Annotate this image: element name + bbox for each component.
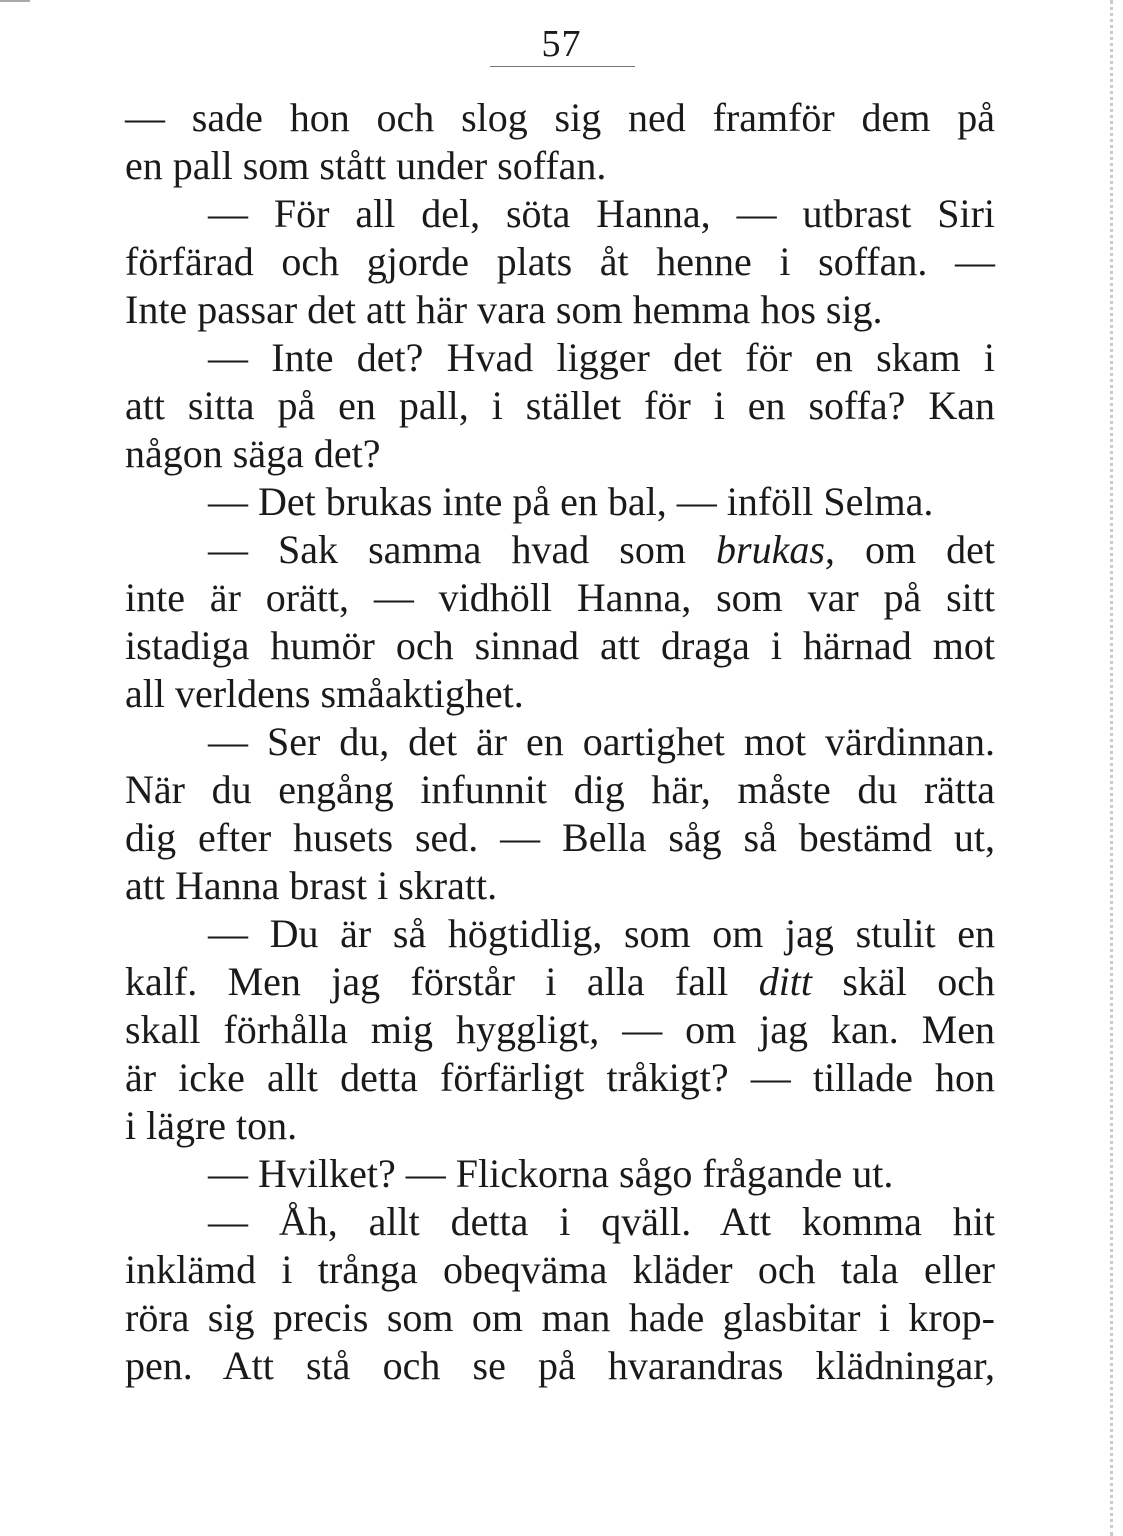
text-line xyxy=(125,430,995,478)
text-run: inte är orätt, — vidhöll Hanna, som var på sitt xyxy=(125,575,995,620)
text-run: kalf. Men jag förstår i alla fall xyxy=(125,959,759,1004)
text-run: om det xyxy=(834,527,995,572)
text-run: — Hvilket? — Flickorna sågo frågande ut. xyxy=(208,1151,894,1196)
emphasized-text: ditt xyxy=(758,959,813,1004)
text-run: skall förhålla mig hyggligt, — om jag kan. Men xyxy=(125,1007,995,1052)
text-run: — sade hon och slog sig ned framför dem på xyxy=(125,95,995,140)
text-run: skäl och xyxy=(812,959,996,1004)
page-number-rule xyxy=(490,66,635,67)
text-run: att Hanna brast i skratt. xyxy=(125,863,498,908)
text-line xyxy=(125,1054,995,1102)
text-run: röra sig precis som om man hade glasbitar i krop- xyxy=(125,1295,995,1340)
text-run: — Du är så högtidlig, som om jag stulit en xyxy=(208,911,995,956)
text-line xyxy=(125,958,995,1006)
text-run: — Inte det? Hvad ligger det för en skam i xyxy=(208,335,995,380)
text-run: i lägre ton. xyxy=(125,1103,298,1148)
text-run: någon säga det? xyxy=(125,431,381,476)
text-run: istadiga humör och sinnad att draga i härnad mot xyxy=(125,623,995,668)
text-run: — Det brukas inte på en bal, — inföll Selma. xyxy=(208,479,934,524)
text-line xyxy=(125,766,995,814)
text-line xyxy=(125,1198,995,1246)
page-number: 57 xyxy=(541,23,582,65)
text-line xyxy=(125,286,995,334)
text-line xyxy=(125,94,995,142)
text-line xyxy=(125,334,995,382)
text-run: — Sak samma hvad som xyxy=(208,527,717,572)
text-run: är icke allt detta förfärligt tråkigt? — tillade hon xyxy=(125,1055,995,1100)
text-run: När du engång infunnit dig här, måste du rätta xyxy=(125,767,995,812)
scan-corner-mark xyxy=(0,0,30,2)
text-run: en pall som stått under soffan. xyxy=(125,143,607,188)
emphasized-text: brukas, xyxy=(716,527,835,572)
text-run: Inte passar det att här vara som hemma hos sig. xyxy=(125,287,883,332)
text-line xyxy=(125,1342,995,1390)
text-line xyxy=(125,382,995,430)
text-run: dig efter husets sed. — Bella såg så bestämd ut, xyxy=(125,815,995,860)
text-line xyxy=(125,574,995,622)
text-line xyxy=(125,1294,995,1342)
text-run: — Ser du, det är en oartighet mot värdinnan. xyxy=(208,719,995,764)
text-run: pen. Att stå och se på hvarandras klädningar, xyxy=(125,1343,995,1388)
text-line xyxy=(125,1006,995,1054)
text-line xyxy=(125,1150,995,1198)
text-line xyxy=(125,1246,995,1294)
text-line xyxy=(125,670,995,718)
text-line xyxy=(125,526,995,574)
text-line xyxy=(125,478,995,526)
text-run: all verldens småaktighet. xyxy=(125,671,524,716)
text-line xyxy=(125,814,995,862)
text-line xyxy=(125,862,995,910)
text-run: att sitta på en pall, i stället för i en soffa? Kan xyxy=(125,383,995,428)
text-line xyxy=(125,190,995,238)
text-line xyxy=(125,910,995,958)
scan-edge xyxy=(1110,0,1113,1536)
text-run: inklämd i trånga obeqväma kläder och tala eller xyxy=(125,1247,995,1292)
text-line xyxy=(125,1102,995,1150)
text-line xyxy=(125,142,995,190)
text-run: — För all del, söta Hanna, — utbrast Siri xyxy=(208,191,995,236)
text-run: — Åh, allt detta i qväll. Att komma hit xyxy=(208,1199,995,1244)
text-line xyxy=(125,238,995,286)
text-line xyxy=(125,622,995,670)
text-run: förfärad och gjorde plats åt henne i soffan. — xyxy=(125,239,995,284)
body-text xyxy=(125,94,995,1390)
text-line xyxy=(125,718,995,766)
